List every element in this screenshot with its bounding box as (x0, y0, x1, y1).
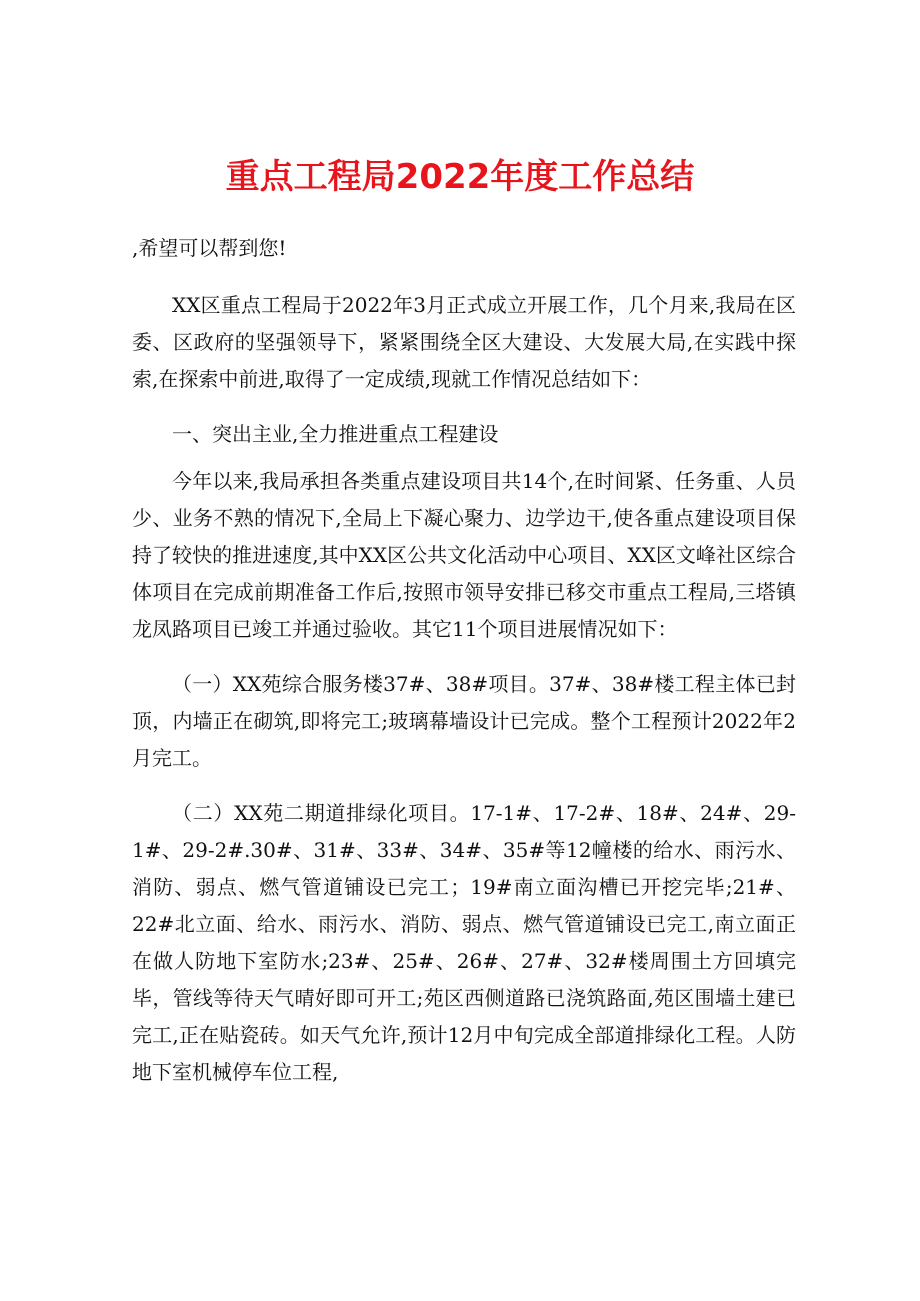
overview-paragraph: 今年以来,我局承担各类重点建设项目共14个,在时间紧、任务重、人员少、业务不熟的情况下,全局上下凝心聚力、边学边干,使各重点建设项目保持了较快的推进速度,其中XX区公共文化活动中心项目、XX区文峰社区综合体项目在完成前期准备工作后,按照市领导安排已移交市重点工程局,三塔镇龙凤路项目已竣工并通过验收。其它11个项目进展情况如下： (132, 469, 796, 641)
intro-paragraph: XX区重点工程局于2022年3月正式成立开展工作，几个月来,我局在区委、区政府的坚强领导下，紧紧围绕全区大建设、大发展大局,在实践中探索,在探索中前进,取得了一定成绩,现就工作情况总结如下： (132, 293, 796, 391)
greeting-line: ,希望可以帮到您! (132, 236, 287, 260)
item-2-paragraph: （二）XX苑二期道排绿化项目。17-1#、17-2#、18#、24#、29-1#、29-2#.30#、31#、33#、34#、35#等12幢楼的给水、雨污水、消防、弱点、燃气管道铺设已完工；19#南立面沟槽已开挖完毕;21#、22#北立面、给水、雨污水、消防、弱点、燃气管道铺设已完工,南立面正在做人防地下室防水;23#、25#、26#、27#、32#楼周围土方回填完毕，管线等待天气晴好即可开工;苑区西侧道路已浇筑路面,苑区围墙土建已完工,正在贴瓷砖。如天气允许,预计12月中旬完成全部道排绿化工程。人防地下室机械停车位工程, (132, 801, 796, 1084)
document-body (132, 230, 796, 1099)
document-title: 重点工程局2022年度工作总结 (225, 156, 695, 197)
item-1-paragraph: （一）XX苑综合服务楼37#、38#项目。37#、38#楼工程主体已封顶，内墙正在砌筑,即将完工;玻璃幕墙设计已完成。整个工程预计2022年2月完工。 (132, 672, 796, 770)
section-heading: 一、突出主业,全力推进重点工程建设 (172, 422, 499, 446)
